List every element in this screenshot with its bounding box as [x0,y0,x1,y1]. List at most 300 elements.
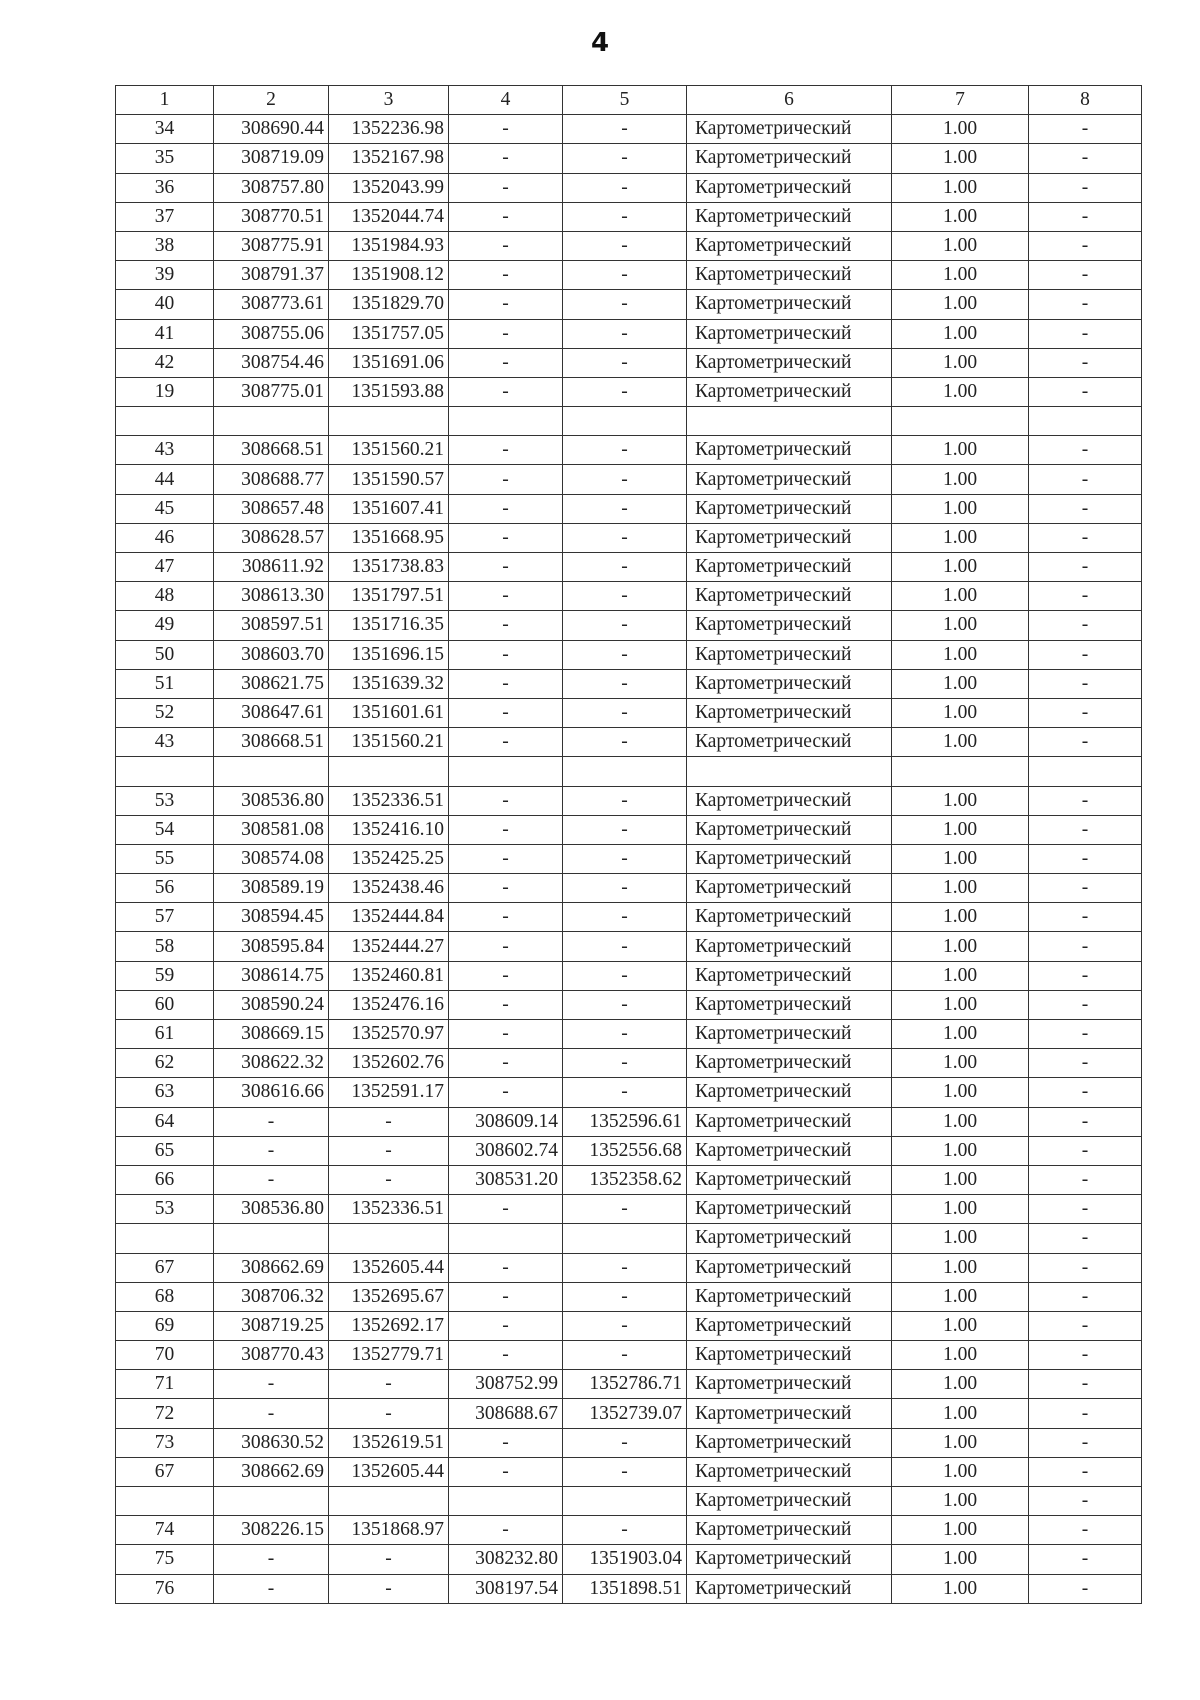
cell-x-coordinate-alt: - [449,669,563,698]
cell-point-number [116,1487,214,1516]
cell-y-coordinate: 1352605.44 [329,1253,449,1282]
table-row [116,1457,1142,1486]
table-row [116,1224,1142,1253]
cell-note: - [1029,1574,1142,1603]
cell-x-coordinate-alt: - [449,494,563,523]
cell-y-coordinate-alt: - [563,1341,687,1370]
cell-point-number: 72 [116,1399,214,1428]
cell-y-coordinate-alt: - [563,728,687,757]
cell-note: - [1029,1341,1142,1370]
cell-accuracy: 1.00 [892,553,1029,582]
cell-method: Картометрический [687,553,892,582]
cell-y-coordinate: 1352438.46 [329,874,449,903]
table-row [116,786,1142,815]
cell-x-coordinate: 308706.32 [214,1282,329,1311]
cell-note: - [1029,669,1142,698]
cell-accuracy: 1.00 [892,1049,1029,1078]
cell-point-number: 76 [116,1574,214,1603]
cell-method: Картометрический [687,669,892,698]
table-row [116,1253,1142,1282]
table-row [116,290,1142,319]
cell-x-coordinate-alt: 308609.14 [449,1107,563,1136]
cell-point-number: 19 [116,377,214,406]
cell-x-coordinate-alt: - [449,348,563,377]
cell-method: Картометрический [687,1399,892,1428]
table-row [116,903,1142,932]
cell-y-coordinate-alt [563,757,687,786]
cell-method: Картометрический [687,1107,892,1136]
cell-x-coordinate: 308719.09 [214,144,329,173]
cell-method: Картометрический [687,144,892,173]
cell-point-number: 75 [116,1545,214,1574]
cell-y-coordinate: 1351607.41 [329,494,449,523]
cell-note: - [1029,1487,1142,1516]
cell-note: - [1029,1516,1142,1545]
cell-y-coordinate-alt: 1352596.61 [563,1107,687,1136]
cell-y-coordinate-alt: - [563,377,687,406]
cell-method: Картометрический [687,874,892,903]
cell-y-coordinate: 1351757.05 [329,319,449,348]
table-row [116,1516,1142,1545]
cell-x-coordinate: 308613.30 [214,582,329,611]
cell-y-coordinate: - [329,1165,449,1194]
cell-y-coordinate: 1352444.27 [329,932,449,961]
cell-point-number: 58 [116,932,214,961]
cell-accuracy: 1.00 [892,436,1029,465]
cell-accuracy: 1.00 [892,173,1029,202]
cell-accuracy: 1.00 [892,1078,1029,1107]
cell-point-number: 69 [116,1311,214,1340]
cell-method: Картометрический [687,1487,892,1516]
cell-x-coordinate: - [214,1107,329,1136]
cell-y-coordinate-alt: - [563,348,687,377]
cell-y-coordinate-alt: 1351898.51 [563,1574,687,1603]
cell-method: Картометрический [687,1078,892,1107]
cell-method: Картометрический [687,377,892,406]
cell-x-coordinate-alt: - [449,932,563,961]
cell-accuracy: 1.00 [892,1399,1029,1428]
cell-y-coordinate: 1351691.06 [329,348,449,377]
cell-point-number: 39 [116,261,214,290]
cell-x-coordinate: 308773.61 [214,290,329,319]
cell-accuracy: 1.00 [892,319,1029,348]
cell-x-coordinate: 308775.01 [214,377,329,406]
table-row [116,698,1142,727]
cell-note: - [1029,494,1142,523]
cell-x-coordinate: - [214,1574,329,1603]
column-header-5: 5 [563,86,687,115]
cell-y-coordinate-alt: - [563,1311,687,1340]
cell-accuracy: 1.00 [892,815,1029,844]
cell-x-coordinate-alt: - [449,261,563,290]
cell-y-coordinate: 1351560.21 [329,436,449,465]
cell-method: Картометрический [687,1165,892,1194]
cell-point-number: 38 [116,231,214,260]
cell-note: - [1029,611,1142,640]
cell-method: Картометрический [687,1136,892,1165]
cell-x-coordinate: 308770.43 [214,1341,329,1370]
cell-method [687,407,892,436]
cell-point-number: 49 [116,611,214,640]
cell-y-coordinate [329,407,449,436]
cell-y-coordinate-alt: - [563,698,687,727]
cell-note: - [1029,173,1142,202]
cell-x-coordinate: 308662.69 [214,1457,329,1486]
cell-point-number: 53 [116,1195,214,1224]
cell-method: Картометрический [687,290,892,319]
cell-x-coordinate: 308621.75 [214,669,329,698]
cell-x-coordinate: 308226.15 [214,1516,329,1545]
cell-accuracy: 1.00 [892,640,1029,669]
cell-method: Картометрический [687,1545,892,1574]
cell-method [687,757,892,786]
cell-y-coordinate-alt: 1351903.04 [563,1545,687,1574]
cell-x-coordinate-alt: - [449,844,563,873]
cell-note: - [1029,144,1142,173]
column-header-8: 8 [1029,86,1142,115]
cell-note: - [1029,1136,1142,1165]
cell-method: Картометрический [687,1341,892,1370]
cell-y-coordinate: 1352444.84 [329,903,449,932]
cell-x-coordinate-alt: - [449,436,563,465]
cell-note: - [1029,932,1142,961]
cell-y-coordinate-alt: - [563,231,687,260]
cell-point-number: 41 [116,319,214,348]
cell-accuracy: 1.00 [892,261,1029,290]
cell-accuracy: 1.00 [892,1195,1029,1224]
cell-note: - [1029,290,1142,319]
table-row [116,173,1142,202]
cell-note: - [1029,874,1142,903]
cell-method: Картометрический [687,348,892,377]
cell-y-coordinate: - [329,1107,449,1136]
cell-note [1029,407,1142,436]
column-header-3: 3 [329,86,449,115]
cell-x-coordinate: 308657.48 [214,494,329,523]
cell-y-coordinate-alt: - [563,582,687,611]
table-row [116,1545,1142,1574]
cell-x-coordinate: 308669.15 [214,1020,329,1049]
cell-point-number: 47 [116,553,214,582]
cell-note: - [1029,698,1142,727]
cell-y-coordinate-alt: - [563,640,687,669]
cell-note: - [1029,523,1142,552]
cell-point-number [116,757,214,786]
table-row [116,319,1142,348]
cell-note: - [1029,844,1142,873]
cell-method: Картометрический [687,582,892,611]
cell-point-number: 57 [116,903,214,932]
cell-x-coordinate [214,1224,329,1253]
cell-y-coordinate: 1352695.67 [329,1282,449,1311]
cell-note: - [1029,319,1142,348]
cell-y-coordinate: 1352460.81 [329,961,449,990]
cell-method: Картометрический [687,494,892,523]
cell-accuracy: 1.00 [892,377,1029,406]
cell-accuracy: 1.00 [892,202,1029,231]
cell-accuracy: 1.00 [892,961,1029,990]
cell-y-coordinate-alt: - [563,261,687,290]
cell-accuracy: 1.00 [892,611,1029,640]
cell-accuracy: 1.00 [892,990,1029,1019]
cell-method: Картометрический [687,1370,892,1399]
cell-point-number: 61 [116,1020,214,1049]
cell-y-coordinate: 1352602.76 [329,1049,449,1078]
cell-x-coordinate: 308630.52 [214,1428,329,1457]
cell-note: - [1029,436,1142,465]
cell-x-coordinate: 308622.32 [214,1049,329,1078]
cell-x-coordinate: - [214,1399,329,1428]
cell-method: Картометрический [687,202,892,231]
cell-x-coordinate-alt: - [449,1078,563,1107]
cell-y-coordinate: 1351908.12 [329,261,449,290]
cell-method: Картометрический [687,728,892,757]
cell-x-coordinate-alt: - [449,1195,563,1224]
cell-accuracy: 1.00 [892,1545,1029,1574]
cell-note: - [1029,1370,1142,1399]
cell-method: Картометрический [687,640,892,669]
header-row [116,86,1142,115]
cell-x-coordinate-alt: - [449,815,563,844]
cell-point-number: 65 [116,1136,214,1165]
cell-accuracy: 1.00 [892,115,1029,144]
cell-y-coordinate [329,757,449,786]
cell-x-coordinate: 308616.66 [214,1078,329,1107]
cell-y-coordinate-alt: 1352556.68 [563,1136,687,1165]
cell-y-coordinate-alt: - [563,932,687,961]
cell-y-coordinate-alt: - [563,1457,687,1486]
cell-note: - [1029,465,1142,494]
cell-x-coordinate: 308757.80 [214,173,329,202]
table-row [116,465,1142,494]
cell-point-number: 62 [116,1049,214,1078]
cell-x-coordinate-alt: - [449,465,563,494]
table-row [116,757,1142,786]
cell-method: Картометрический [687,1282,892,1311]
cell-x-coordinate-alt: - [449,290,563,319]
cell-x-coordinate-alt: - [449,1020,563,1049]
cell-y-coordinate-alt: - [563,961,687,990]
cell-x-coordinate-alt: - [449,640,563,669]
cell-accuracy: 1.00 [892,523,1029,552]
cell-method: Картометрический [687,115,892,144]
cell-point-number: 63 [116,1078,214,1107]
cell-x-coordinate: 308791.37 [214,261,329,290]
cell-accuracy: 1.00 [892,874,1029,903]
cell-y-coordinate: - [329,1545,449,1574]
cell-x-coordinate: 308536.80 [214,1195,329,1224]
cell-point-number: 73 [116,1428,214,1457]
cell-y-coordinate-alt: - [563,144,687,173]
cell-x-coordinate-alt: - [449,173,563,202]
cell-x-coordinate: 308688.77 [214,465,329,494]
cell-accuracy: 1.00 [892,1020,1029,1049]
cell-y-coordinate-alt: - [563,874,687,903]
table-row [116,582,1142,611]
cell-y-coordinate: 1351738.83 [329,553,449,582]
cell-x-coordinate: 308603.70 [214,640,329,669]
cell-y-coordinate: - [329,1574,449,1603]
table-row [116,1165,1142,1194]
cell-y-coordinate: 1352779.71 [329,1341,449,1370]
cell-method: Картометрический [687,523,892,552]
cell-note: - [1029,553,1142,582]
page-number: 4 [590,28,610,58]
cell-y-coordinate-alt: - [563,669,687,698]
table-row [116,1078,1142,1107]
cell-y-coordinate-alt: - [563,1020,687,1049]
cell-point-number: 51 [116,669,214,698]
cell-x-coordinate-alt: 308752.99 [449,1370,563,1399]
cell-note: - [1029,377,1142,406]
cell-x-coordinate: 308611.92 [214,553,329,582]
cell-x-coordinate-alt: - [449,698,563,727]
table-row [116,523,1142,552]
table-row [116,407,1142,436]
cell-point-number: 52 [116,698,214,727]
cell-x-coordinate-alt: - [449,115,563,144]
cell-x-coordinate-alt: 308232.80 [449,1545,563,1574]
cell-accuracy: 1.00 [892,669,1029,698]
table-row [116,815,1142,844]
cell-x-coordinate-alt: - [449,786,563,815]
table-row [116,144,1142,173]
cell-x-coordinate-alt: - [449,202,563,231]
cell-accuracy: 1.00 [892,582,1029,611]
cell-y-coordinate-alt: - [563,115,687,144]
cell-note: - [1029,1545,1142,1574]
cell-point-number: 53 [116,786,214,815]
cell-method: Картометрический [687,1457,892,1486]
cell-point-number: 74 [116,1516,214,1545]
cell-accuracy: 1.00 [892,1457,1029,1486]
table-row [116,1341,1142,1370]
cell-x-coordinate-alt: - [449,1311,563,1340]
cell-x-coordinate-alt: - [449,523,563,552]
cell-method: Картометрический [687,1311,892,1340]
cell-accuracy: 1.00 [892,786,1029,815]
cell-point-number: 37 [116,202,214,231]
cell-note: - [1029,202,1142,231]
cell-x-coordinate: 308775.91 [214,231,329,260]
cell-x-coordinate: 308597.51 [214,611,329,640]
cell-point-number: 55 [116,844,214,873]
cell-point-number: 44 [116,465,214,494]
table-row [116,932,1142,961]
cell-x-coordinate-alt: - [449,903,563,932]
cell-y-coordinate: 1352336.51 [329,1195,449,1224]
table-row [116,1428,1142,1457]
cell-method: Картометрический [687,173,892,202]
cell-accuracy [892,407,1029,436]
cell-x-coordinate-alt: - [449,961,563,990]
cell-x-coordinate-alt: - [449,1457,563,1486]
cell-point-number: 67 [116,1457,214,1486]
cell-x-coordinate: 308536.80 [214,786,329,815]
cell-method: Картометрический [687,611,892,640]
cell-accuracy: 1.00 [892,903,1029,932]
cell-x-coordinate: 308668.51 [214,728,329,757]
cell-x-coordinate-alt: - [449,1253,563,1282]
cell-accuracy: 1.00 [892,728,1029,757]
cell-point-number [116,407,214,436]
cell-y-coordinate: 1351590.57 [329,465,449,494]
cell-point-number: 46 [116,523,214,552]
cell-y-coordinate: 1351560.21 [329,728,449,757]
cell-accuracy: 1.00 [892,348,1029,377]
cell-accuracy: 1.00 [892,494,1029,523]
column-header-7: 7 [892,86,1029,115]
cell-point-number: 43 [116,728,214,757]
table-row [116,202,1142,231]
cell-y-coordinate-alt: - [563,1049,687,1078]
cell-y-coordinate-alt: - [563,1195,687,1224]
table-row [116,1195,1142,1224]
cell-x-coordinate: 308614.75 [214,961,329,990]
cell-note: - [1029,1457,1142,1486]
cell-point-number: 56 [116,874,214,903]
cell-y-coordinate-alt: - [563,319,687,348]
cell-note: - [1029,1165,1142,1194]
cell-point-number: 54 [116,815,214,844]
cell-method: Картометрический [687,903,892,932]
table-row [116,1136,1142,1165]
cell-y-coordinate: 1352044.74 [329,202,449,231]
table-header [116,86,1142,115]
cell-method: Картометрический [687,1574,892,1603]
cell-y-coordinate-alt: - [563,786,687,815]
cell-point-number: 35 [116,144,214,173]
table-row [116,436,1142,465]
cell-x-coordinate: - [214,1165,329,1194]
cell-y-coordinate-alt: 1352786.71 [563,1370,687,1399]
cell-accuracy: 1.00 [892,1516,1029,1545]
cell-y-coordinate-alt: - [563,523,687,552]
cell-method: Картометрический [687,319,892,348]
table-row [116,728,1142,757]
cell-x-coordinate-alt: 308688.67 [449,1399,563,1428]
cell-x-coordinate [214,1487,329,1516]
cell-x-coordinate-alt: - [449,728,563,757]
cell-accuracy: 1.00 [892,1428,1029,1457]
cell-y-coordinate: 1351696.15 [329,640,449,669]
cell-y-coordinate: 1352336.51 [329,786,449,815]
cell-y-coordinate-alt: 1352358.62 [563,1165,687,1194]
column-header-2: 2 [214,86,329,115]
cell-y-coordinate: 1352692.17 [329,1311,449,1340]
cell-method: Картометрический [687,1049,892,1078]
cell-x-coordinate-alt [449,1224,563,1253]
cell-note: - [1029,582,1142,611]
cell-y-coordinate-alt [563,1487,687,1516]
cell-y-coordinate-alt: - [563,611,687,640]
cell-method: Картометрический [687,961,892,990]
cell-note: - [1029,1311,1142,1340]
cell-y-coordinate: 1351984.93 [329,231,449,260]
table-body [116,115,1142,1604]
cell-x-coordinate-alt: - [449,553,563,582]
cell-x-coordinate-alt: - [449,990,563,1019]
cell-y-coordinate: 1351829.70 [329,290,449,319]
cell-method: Картометрический [687,698,892,727]
cell-x-coordinate: 308574.08 [214,844,329,873]
cell-method: Картометрический [687,1195,892,1224]
cell-point-number: 60 [116,990,214,1019]
cell-x-coordinate-alt: - [449,377,563,406]
cell-accuracy: 1.00 [892,465,1029,494]
cell-note: - [1029,1282,1142,1311]
cell-accuracy: 1.00 [892,1224,1029,1253]
